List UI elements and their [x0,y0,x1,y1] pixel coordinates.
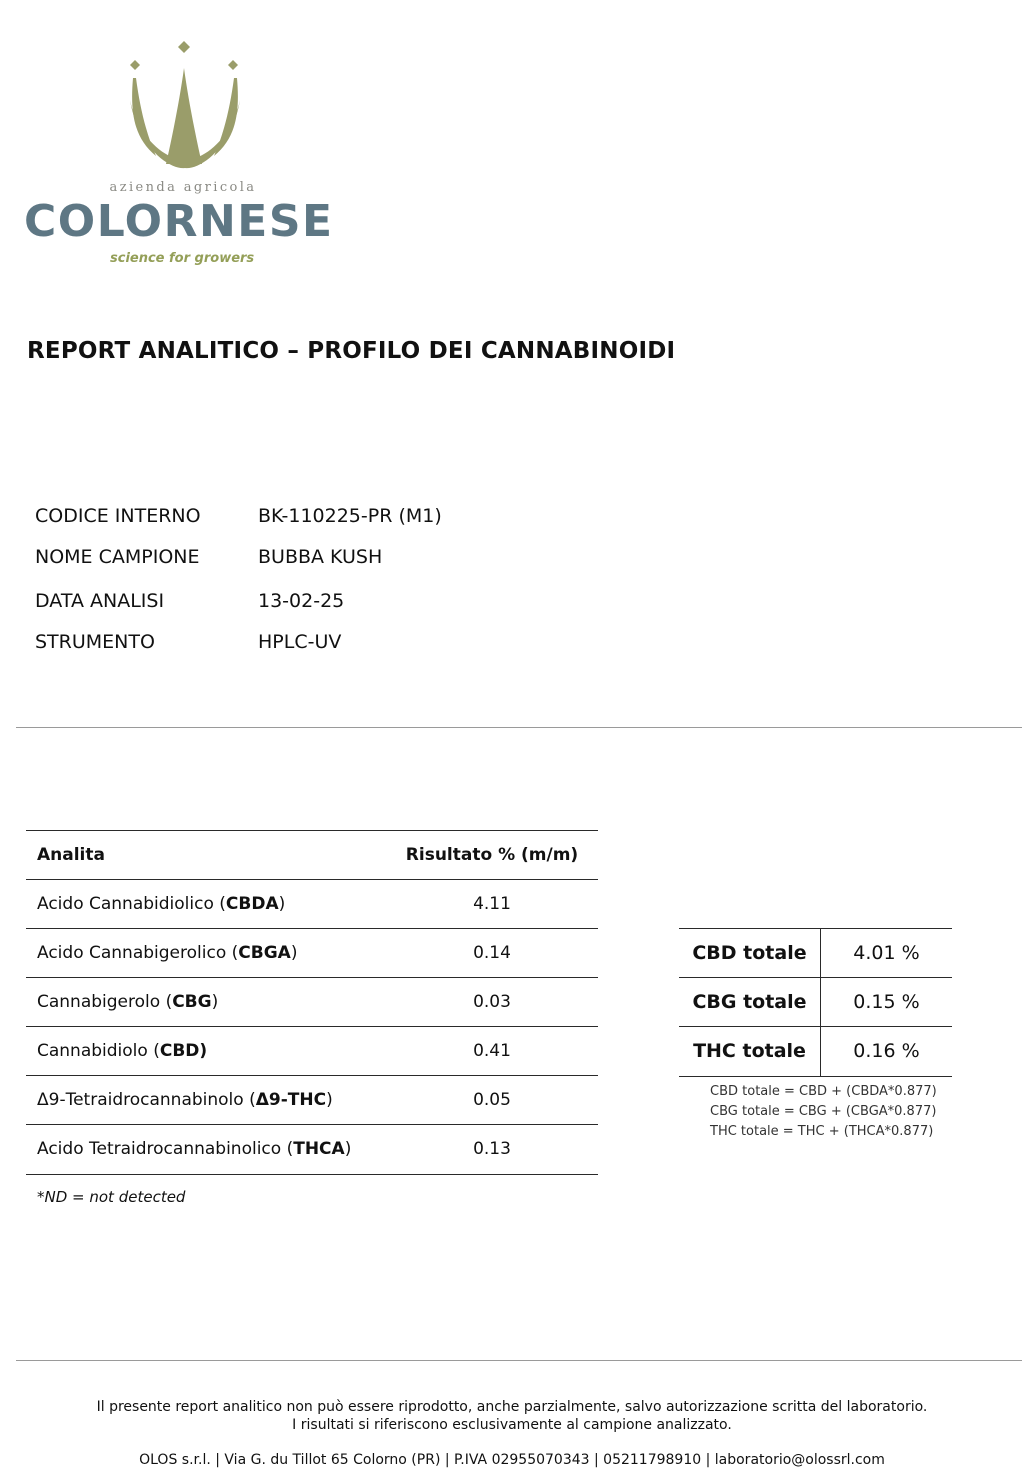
total-label: CBD totale [679,929,821,978]
info-value-strumento: HPLC-UV [258,631,342,653]
formula-thc: THC totale = THC + (THCA*0.877) [710,1124,934,1139]
info-label-codice: CODICE INTERNO [35,505,201,527]
analyte-value: 0.14 [473,943,511,963]
table-row [26,928,598,978]
table-row [26,1124,598,1175]
analyte-value: 4.11 [473,894,511,914]
analyte-name: Acido Cannabidiolico (CBDA) [37,894,286,914]
total-label: CBG totale [679,978,821,1027]
analyte-value: 0.05 [473,1090,511,1110]
logo-name: COLORNESE [24,196,334,247]
formula-cbd: CBD totale = CBD + (CBDA*0.877) [710,1084,937,1099]
analyte-value: 0.41 [473,1041,511,1061]
info-label-nome: NOME CAMPIONE [35,546,200,568]
divider-bottom [16,1360,1022,1361]
info-label-data: DATA ANALISI [35,590,165,612]
nd-note: *ND = not detected [37,1188,186,1206]
analyte-name: Cannabigerolo (CBG) [37,992,219,1012]
analyte-value: 0.13 [473,1139,511,1159]
total-value: 0.16 % [853,1040,920,1062]
table-row [26,879,598,929]
analyte-name: Cannabidiolo (CBD) [37,1041,208,1061]
footer-disclaimer: Il presente report analitico non può essere riprodotto, anche parzialmente, salvo autorizzazione scritta del laboratorio. [96,1399,928,1415]
analyte-name: Δ9-Tetraidrocannabinolo (Δ9-THC) [37,1090,333,1110]
info-value-nome: BUBBA KUSH [258,546,383,568]
header-analita: Analita [37,845,105,865]
table-row [26,977,598,1027]
total-label: THC totale [679,1027,821,1076]
table-row [26,1026,598,1076]
divider-top [16,727,1022,728]
totals-row [679,1026,952,1077]
table-header-row [26,830,598,880]
table-row [26,1075,598,1125]
logo-tagline: science for growers [110,251,255,266]
totals-row [679,977,952,1027]
footer-contacts: OLOS s.r.l. | Via G. du Tillot 65 Colorno (PR) | P.IVA 02955070343 | 05211798910 | laboratorio@olossrl.com [139,1452,885,1468]
footer-scope: I risultati si riferiscono esclusivamente al campione analizzato. [292,1417,732,1433]
header-risultato: Risultato % (m/m) [405,845,579,865]
info-label-strumento: STRUMENTO [35,631,155,653]
analyte-name: Acido Cannabigerolico (CBGA) [37,943,298,963]
total-value: 0.15 % [853,991,920,1013]
totals-row [679,928,952,978]
info-value-data: 13-02-25 [258,590,345,612]
info-value-codice: BK-110225-PR (M1) [258,505,442,527]
analyte-name: Acido Tetraidrocannabinolico (THCA) [37,1139,352,1159]
total-value: 4.01 % [853,942,920,964]
analyte-value: 0.03 [473,992,511,1012]
formula-cbg: CBG totale = CBG + (CBGA*0.877) [710,1104,937,1119]
logo-crown-icon [120,38,250,177]
report-title: REPORT ANALITICO – PROFILO DEI CANNABINOIDI [27,338,676,364]
logo-subtitle: azienda agricola [109,180,257,195]
